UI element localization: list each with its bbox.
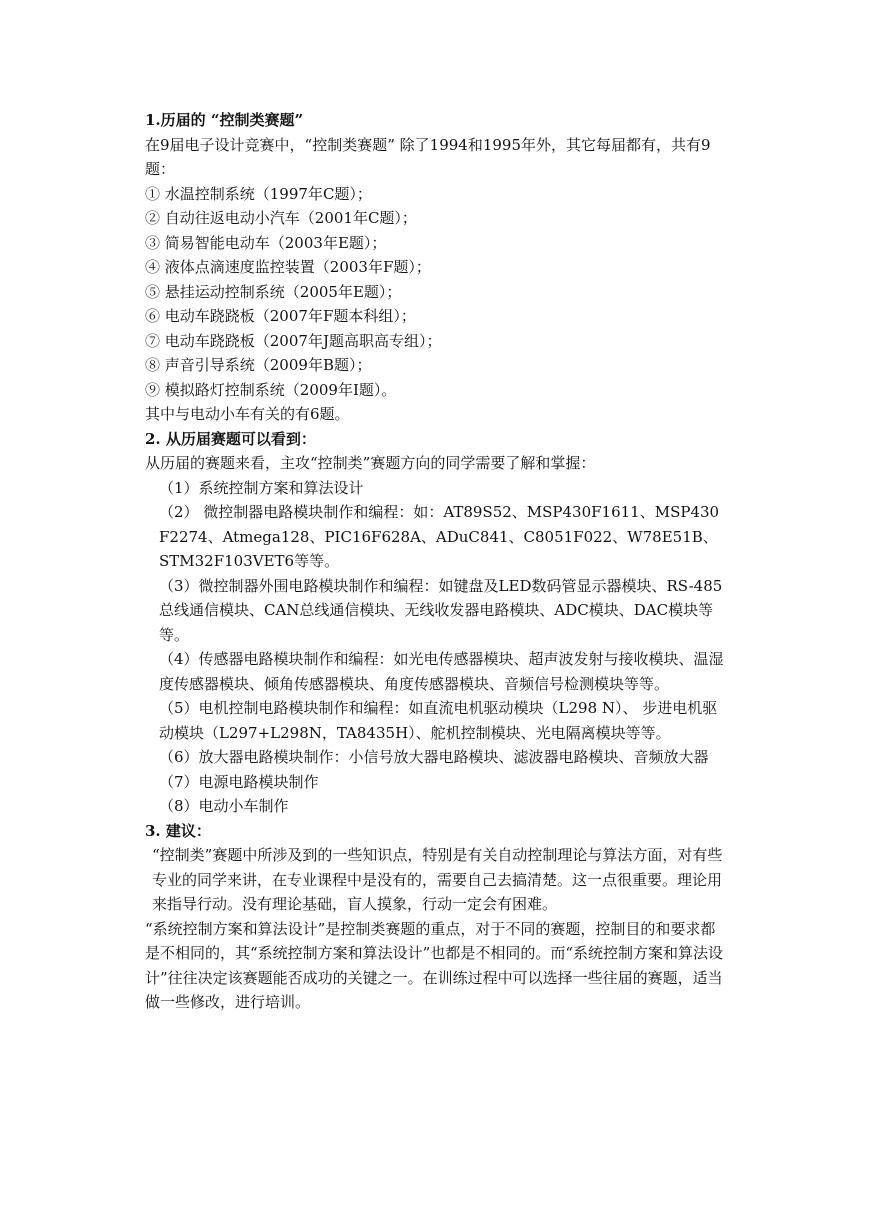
list-item: （4）传感器电路模块制作和编程：如光电传感器模块、超声波发射与接收模块、温湿度传感器模块、倾角传感器模块、角度传感器模块、音频信号检测模块等等。 (159, 650, 724, 693)
list-item: ③ 简易智能电动车（2003年E题）； (145, 233, 387, 252)
list-item: ④ 液体点滴速度监控装置（2003年F题）； (145, 258, 431, 276)
list-item: （3）微控制器外围电路模块制作和编程：如键盘及LED数码管显示器模块、RS-485总线通信模块、CAN总线通信模块、无线收发器电路模块、ADC模块、DAC模块等等。 (159, 576, 723, 644)
section2-intro: 从历届的赛题来看，主攻“控制类”赛题方向的同学需要了解和掌握： (145, 454, 596, 472)
section1-summary: 其中与电动小车有关的有6题。 (145, 405, 350, 423)
section1-intro: 在9届电子设计竞赛中，“控制类赛题” 除了1994和1995年外，其它每届都有，共有9题： (145, 135, 711, 178)
list-item: ⑨ 模拟路灯控制系统（2009年I题）。 (145, 380, 397, 399)
contest-list (145, 182, 725, 403)
section3-heading: 3. 建议： (145, 821, 211, 840)
list-item: （7）电源电路模块制作 (159, 772, 319, 791)
skills-list (145, 476, 725, 819)
list-item: （5）电机控制电路模块制作和编程：如直流电机驱动模块（L298 N）、 步进电机驱动模块（L297+L298N，TA8435H）、舵机控制模块、光电隔离模块等等。 (159, 699, 718, 742)
section3-paragraph: “控制类”赛题中所涉及到的一些知识点，特别是有关自动控制理论与算法方面，对有些专业的同学来讲，在专业课程中是没有的，需要自己去搞清楚。这一点很重要。理论用来指导行动。没有理论基础，盲人摸象，行动一定会有困难。 (152, 846, 723, 913)
list-item: ⑤ 悬挂运动控制系统（2005年E题）； (145, 282, 402, 301)
list-item: ⑥ 电动车跷跷板（2007年F题本科组）； (145, 307, 416, 325)
list-item: （2） 微控制器电路模块制作和编程：如：AT89S52、MSP430F1611、MSP430F2274、Atmega128、PIC16F628A、ADuC841、C8051F022、W78E51B、STM32F103VET6等等。 (159, 503, 720, 570)
list-item: ② 自动往返电动小汽车（2001年C题）； (145, 209, 417, 227)
list-item: ⑧ 声音引导系统（2009年B题）； (145, 356, 372, 374)
section1-heading: 1.历届的 “控制类赛题” (145, 111, 304, 129)
section3-paragraph: “系统控制方案和算法设计”是控制类赛题的重点，对于不同的赛题，控制目的和要求都是不相同的，其“系统控制方案和算法设计”也都是不相同的。而“系统控制方案和算法设计”往往决定该赛题能否成功的关键之一。在训练过程中可以选择一些往届的赛题，适当做一些修改，进行培训。 (145, 919, 724, 1011)
list-item: （6）放大器电路模块制作：小信号放大器电路模块、滤波器电路模块、音频放大器 (159, 748, 709, 766)
list-item: ① 水温控制系统（1997年C题）； (145, 184, 372, 203)
section2-heading: 2. 从历届赛题可以看到： (145, 429, 316, 448)
list-item: ⑦ 电动车跷跷板（2007年J题高职高专组）； (145, 331, 442, 350)
list-item: （8）电动小车制作 (159, 797, 289, 815)
list-item: （1）系统控制方案和算法设计 (159, 478, 364, 497)
document-page (145, 108, 725, 1015)
